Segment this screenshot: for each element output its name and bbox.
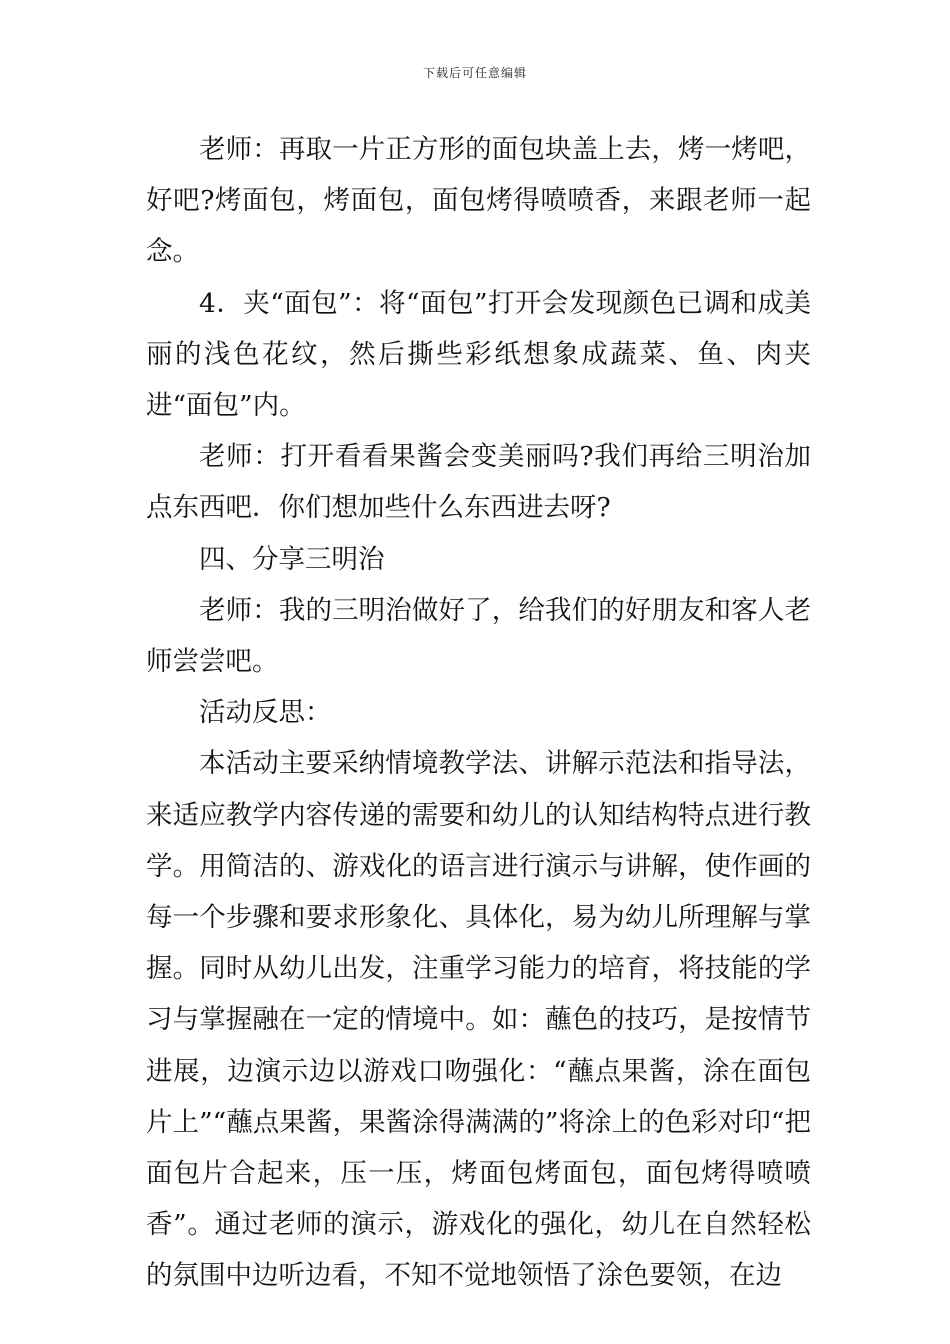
paragraph-teacher-sandwich-done: 老师：我的三明治做好了，给我们的好朋友和客人老师尝尝吧。 — [146, 594, 811, 678]
document-body — [146, 124, 811, 1302]
paragraph-step-4-fill-bread: 4．夹“面包”：将“面包”打开会发现颜色已调和成美丽的浅色花纹，然后撕些彩纸想象成蔬菜、鱼、肉夹进“面包”内。 — [146, 287, 811, 422]
page-header: 下载后可任意编辑 — [422, 66, 527, 80]
section-heading-share-sandwich: 四、分享三明治 — [199, 543, 385, 575]
paragraph-teacher-cover-bread: 老师：再取一片正方形的面包块盖上去，烤一烤吧，好吧?烤面包，烤面包，面包烤得喷喷香，来跟老师一起念。 — [146, 134, 811, 268]
paragraph-teacher-open-look: 老师：打开看看果酱会变美丽吗?我们再给三明治加点东西吧．你们想加些什么东西进去呀? — [146, 441, 811, 524]
paragraph-reflection-body: 本活动主要采纳情境教学法、讲解示范法和指导法，来适应教学内容传递的需要和幼儿的认知结构特点进行教学。用简洁的、游戏化的语言进行演示与讲解，使作画的每一个步骤和要求形象化、具体化，易为幼儿所理解与掌握。同时从幼儿出发，注重学习能力的培育，将技能的学习与掌握融在一定的情境中。如：蘸色的技巧，是按情节进展，边演示边以游戏口吻强化：“蘸点果酱，涂在面包片上”“蘸点果酱，果酱涂得满满的”将涂上的色彩对印“把面包片合起来，压一压，烤面包烤面包，面包烤得喷喷香”。通过老师的演示，游戏化的强化，幼儿在自然轻松的氛围中边听边看，不知不觉地领悟了涂色要领，在边 — [146, 748, 811, 1292]
section-heading-activity-reflection: 活动反思： — [199, 697, 332, 729]
